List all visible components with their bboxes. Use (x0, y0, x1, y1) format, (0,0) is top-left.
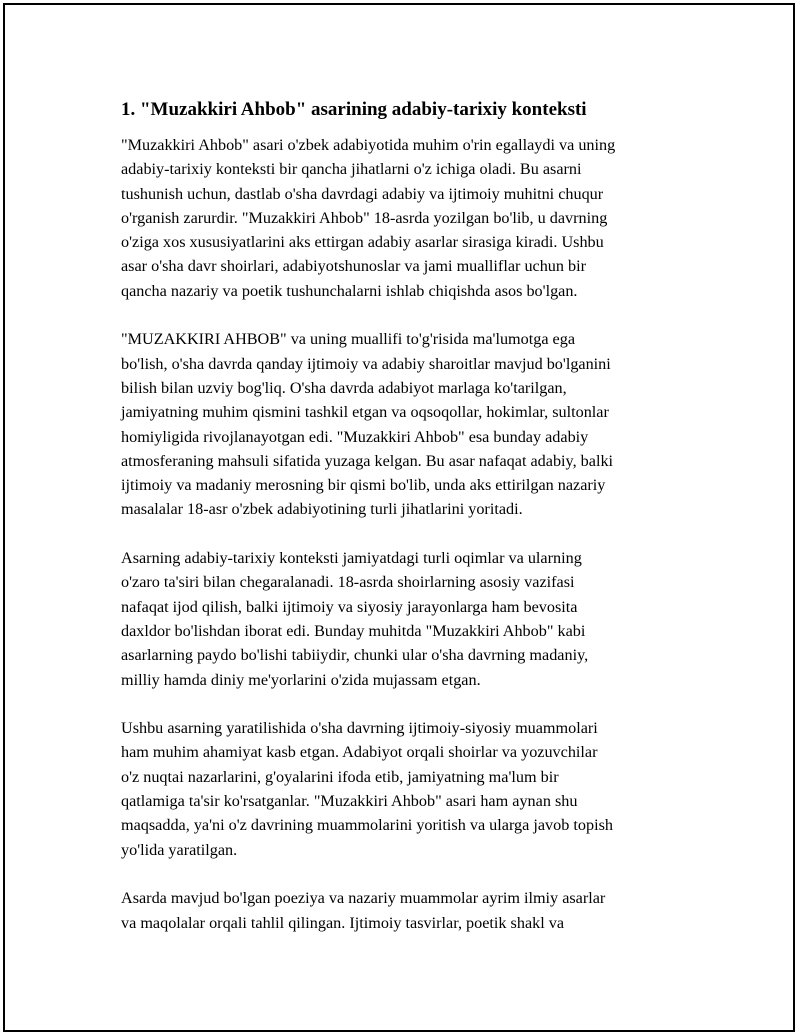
text-line: yo'lida yaratilgan. (121, 840, 238, 859)
text-line: "MUZAKKIRI AHBOB" va uning muallifi to'g'risida ma'lumotga ega (121, 330, 576, 349)
text-line: tushunish uchun, dastlab o'sha davrdagi adabiy va ijtimoiy muhitni chuqur (121, 184, 604, 203)
text-line: ijtimoiy va madaniy merosning bir qismi bo'lib, unda aks ettirilgan nazariy (121, 476, 606, 495)
text-line: Asarda mavjud bo'lgan poeziya va nazariy muammolar ayrim ilmiy asarlar (121, 889, 606, 908)
text-line: homiyligida rivojlanayotgan edi. "Muzakkiri Ahbob" esa bunday adabiy (121, 427, 589, 446)
text-line: ham muhim ahamiyat kasb etgan. Adabiyot orqali shoirlar va yozuvchilar (121, 743, 598, 762)
text-line: bo'lish, o'sha davrda qanday ijtimoiy va adabiy sharoitlar mavjud bo'lganini (121, 354, 611, 373)
document-page (3, 3, 795, 1032)
text-line: Asarning adabiy-tarixiy konteksti jamiyatdagi turli oqimlar va ularning (121, 549, 582, 568)
text-line: o'ziga xos xususiyatlarini aks ettirgan adabiy asarlar sirasiga kiradi. Ushbu (121, 233, 604, 252)
paragraph-3 (121, 546, 695, 692)
text-line: va maqolalar orqali tahlil qilingan. Ijtimoiy tasvirlar, poetik shakl va (121, 913, 565, 932)
text-line: asar o'sha davr shoirlari, adabiyotshunoslar va jami mualliflar uchun bir (121, 257, 587, 276)
text-line: maqsadda, ya'ni o'z davrining muammolarini yoritish va ularga javob topish (121, 816, 613, 835)
paragraph-4 (121, 716, 695, 862)
text-line: Ushbu asarning yaratilishida o'sha davrning ijtimoiy-siyosiy muammolari (121, 719, 598, 738)
paragraph-5 (121, 886, 695, 935)
text-line: asarlarning paydo bo'lishi tabiiydir, chunki ular o'sha davrning madaniy, (121, 646, 589, 665)
text-line: daxldor bo'lishdan iborat edi. Bunday muhitda "Muzakkiri Ahbob" kabi (121, 621, 586, 640)
paragraph-1 (121, 133, 695, 303)
text-line: adabiy-tarixiy konteksti bir qancha jihatlarni o'z ichiga oladi. Bu asarni (121, 160, 582, 179)
text-line: milliy hamda diniy me'yorlarini o'zida mujassam etgan. (121, 670, 481, 689)
text-line: o'zaro ta'siri bilan chegaralanadi. 18-asrda shoirlarning asosiy vazifasi (121, 573, 575, 592)
paragraph-2 (121, 327, 695, 521)
text-line: o'rganish zarurdir. "Muzakkiri Ahbob" 18-asrda yozilgan bo'lib, u davrning (121, 208, 608, 227)
text-line: qatlamiga ta'sir ko'rsatganlar. "Muzakkiri Ahbob" asari ham aynan shu (121, 792, 578, 811)
text-line: atmosferaning mahsuli sifatida yuzaga kelgan. Bu asar nafaqat adabiy, balki (121, 451, 614, 470)
text-line: "Muzakkiri Ahbob" asari o'zbek adabiyotida muhim o'rin egallaydi va uning (121, 136, 616, 154)
text-line: bilish bilan uzviy bog'liq. O'sha davrda adabiyot marlaga ko'tarilgan, (121, 378, 567, 397)
document-body (121, 97, 695, 959)
text-line: qancha nazariy va poetik tushunchalarni ishlab chiqishda asos bo'lgan. (121, 281, 578, 300)
text-line: masalalar 18-asr o'zbek adabiyotining turli jihatlarini yoritadi. (121, 500, 523, 519)
text-line: nafaqat ijod qilish, balki ijtimoiy va siyosiy jarayonlarga ham bevosita (121, 597, 578, 616)
text-line: o'z nuqtai nazarlarini, g'oyalarini ifoda etib, jamiyatning ma'lum bir (121, 767, 559, 786)
text-line: jamiyatning muhim qismini tashkil etgan va oqsoqollar, hokimlar, sultonlar (121, 403, 609, 422)
section-heading: 1. "Muzakkiri Ahbob" asarining adabiy-tarixiy konteksti (121, 99, 587, 120)
